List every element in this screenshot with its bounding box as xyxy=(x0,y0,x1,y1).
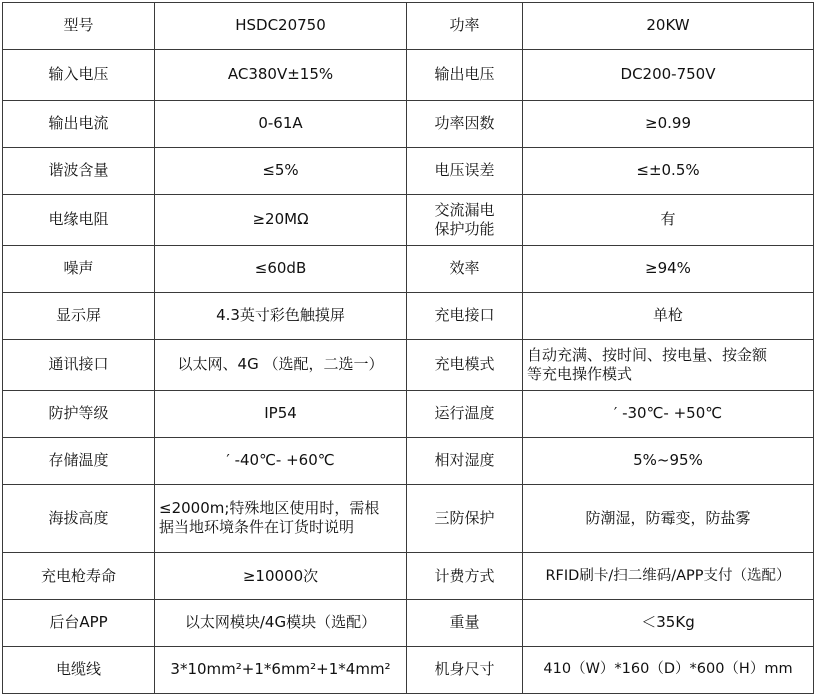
spec-label: 充电枪寿命 xyxy=(3,553,155,600)
spec-label: 显示屏 xyxy=(3,292,155,339)
spec-value: 以太网模块/4G模块（选配） xyxy=(155,599,407,646)
spec-value: HSDC20750 xyxy=(155,3,407,50)
spec-label: 交流漏电 保护功能 xyxy=(407,194,523,245)
table-row xyxy=(3,484,814,552)
spec-value: 20KW xyxy=(523,3,814,50)
spec-label: 噪声 xyxy=(3,245,155,292)
spec-label: 机身尺寸 xyxy=(407,646,523,693)
spec-value: 有 xyxy=(523,194,814,245)
spec-value: 单枪 xyxy=(523,292,814,339)
spec-value: IP54 xyxy=(155,390,407,437)
spec-value: ≤5% xyxy=(155,147,407,194)
table-row xyxy=(3,100,814,147)
spec-label: 谐波含量 xyxy=(3,147,155,194)
spec-label: 功率 xyxy=(407,3,523,50)
spec-label: 电缆线 xyxy=(3,646,155,693)
spec-label: 计费方式 xyxy=(407,553,523,600)
spec-value: RFID刷卡/扫二维码/APP支付（选配） xyxy=(523,553,814,600)
spec-label: 功率因数 xyxy=(407,100,523,147)
table-row xyxy=(3,49,814,100)
table-row xyxy=(3,194,814,245)
spec-value: ＜35Kg xyxy=(523,599,814,646)
spec-value: ≤60dB xyxy=(155,245,407,292)
spec-value: 3*10mm²+1*6mm²+1*4mm² xyxy=(155,646,407,693)
table-row xyxy=(3,553,814,600)
spec-value: 以太网、4G （选配，二选一） xyxy=(155,339,407,390)
spec-value: ′ -30℃- +50℃ xyxy=(523,390,814,437)
spec-value: ≤±0.5% xyxy=(523,147,814,194)
spec-label: 后台APP xyxy=(3,599,155,646)
table-row xyxy=(3,147,814,194)
spec-label: 三防保护 xyxy=(407,484,523,552)
spec-value: 5%~95% xyxy=(523,437,814,484)
table-row xyxy=(3,599,814,646)
spec-label: 充电模式 xyxy=(407,339,523,390)
spec-table xyxy=(2,2,814,694)
spec-label: 输出电压 xyxy=(407,49,523,100)
spec-value: DC200-750V xyxy=(523,49,814,100)
spec-value: 防潮湿，防霉变，防盐雾 xyxy=(523,484,814,552)
spec-label: 通讯接口 xyxy=(3,339,155,390)
spec-label: 电压误差 xyxy=(407,147,523,194)
spec-value: ≥20MΩ xyxy=(155,194,407,245)
spec-label: 重量 xyxy=(407,599,523,646)
spec-label: 型号 xyxy=(3,3,155,50)
spec-label: 防护等级 xyxy=(3,390,155,437)
spec-value: ≥94% xyxy=(523,245,814,292)
spec-label: 充电接口 xyxy=(407,292,523,339)
table-row xyxy=(3,3,814,50)
spec-label: 电缘电阻 xyxy=(3,194,155,245)
spec-value: 自动充满、按时间、按电量、按金额 等充电操作模式 xyxy=(523,339,814,390)
spec-label: 运行温度 xyxy=(407,390,523,437)
spec-value: ′ -40℃- +60℃ xyxy=(155,437,407,484)
spec-value: ≥0.99 xyxy=(523,100,814,147)
spec-label: 输出电流 xyxy=(3,100,155,147)
table-row xyxy=(3,292,814,339)
table-row xyxy=(3,437,814,484)
spec-label: 海拔高度 xyxy=(3,484,155,552)
spec-value: 0-61A xyxy=(155,100,407,147)
table-row xyxy=(3,646,814,693)
spec-label: 相对湿度 xyxy=(407,437,523,484)
spec-label: 效率 xyxy=(407,245,523,292)
table-row xyxy=(3,339,814,390)
spec-value: ≤2000m;特殊地区使用时，需根 据当地环境条件在订货时说明 xyxy=(155,484,407,552)
spec-value: 410（W）*160（D）*600（H）mm xyxy=(523,646,814,693)
spec-value: ≥10000次 xyxy=(155,553,407,600)
table-row xyxy=(3,390,814,437)
table-row xyxy=(3,245,814,292)
spec-label: 存储温度 xyxy=(3,437,155,484)
spec-label: 输入电压 xyxy=(3,49,155,100)
spec-value: AC380V±15% xyxy=(155,49,407,100)
spec-value: 4.3英寸彩色触摸屏 xyxy=(155,292,407,339)
